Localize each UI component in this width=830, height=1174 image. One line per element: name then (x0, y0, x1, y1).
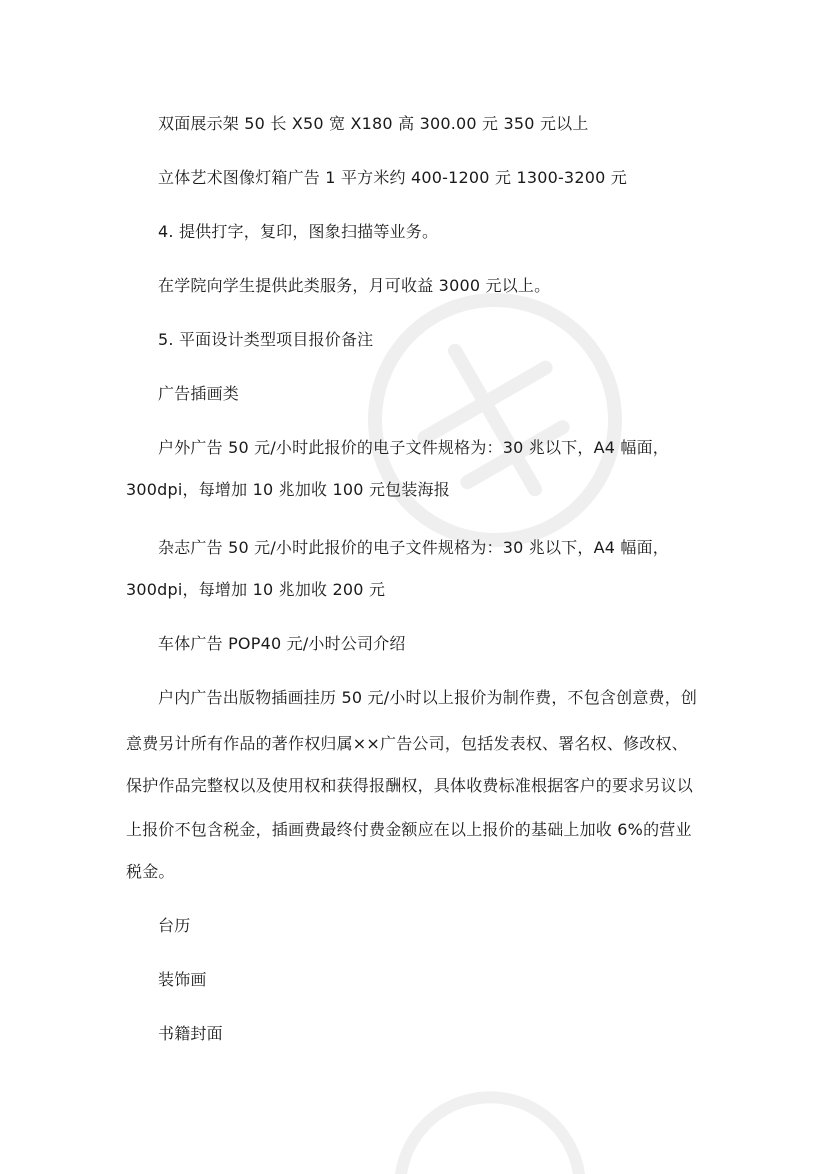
subheading-illustration: 广告插画类 (158, 384, 240, 403)
line-outdoor-ad-2: 300dpi，每增加 10 兆加收 100 元包装海报 (126, 480, 450, 499)
line-indoor-ad-5: 税金。 (126, 862, 175, 881)
line-indoor-ad-2: 意费另计所有作品的著作权归属××广告公司，包括发表权、署名权、修改权、 (126, 734, 688, 753)
line-magazine-ad-2: 300dpi，每增加 10 兆加收 200 元 (126, 580, 386, 599)
line-desk-calendar: 台历 (158, 916, 191, 935)
line-display-rack: 双面展示架 50 长 X50 宽 X180 高 300.00 元 350 元以上 (158, 114, 589, 133)
line-magazine-ad-1: 杂志广告 50 元/小时此报价的电子文件规格为：30 兆以下，A4 幅面， (158, 538, 669, 557)
line-decorative-painting: 装饰画 (158, 970, 207, 989)
line-indoor-ad-4: 上报价不包含税金，插画费最终付费金额应在以上报价的基础上加收 6%的营业 (126, 820, 692, 839)
line-indoor-ad-3: 保护作品完整权以及使用权和获得报酬权，具体收费标准根据客户的要求另议以 (126, 776, 694, 795)
watermark-logo-bottom (360, 1080, 600, 1174)
line-indoor-ad-1: 户内广告出版物插画挂历 50 元/小时以上报价为制作费，不包含创意费，创 (158, 688, 698, 707)
line-vehicle-ad: 车体广告 POP40 元/小时公司介绍 (158, 634, 406, 653)
line-book-cover: 书籍封面 (158, 1024, 223, 1043)
line-outdoor-ad-1: 户外广告 50 元/小时此报价的电子文件规格为：30 兆以下，A4 幅面， (158, 438, 669, 457)
heading-item-5: 5. 平面设计类型项目报价备注 (158, 330, 374, 349)
heading-item-4: 4. 提供打字，复印，图象扫描等业务。 (158, 222, 439, 241)
line-income: 在学院向学生提供此类服务，月可收益 3000 元以上。 (158, 276, 551, 295)
line-lightbox: 立体艺术图像灯箱广告 1 平方米约 400-1200 元 1300-3200 元 (158, 168, 627, 187)
